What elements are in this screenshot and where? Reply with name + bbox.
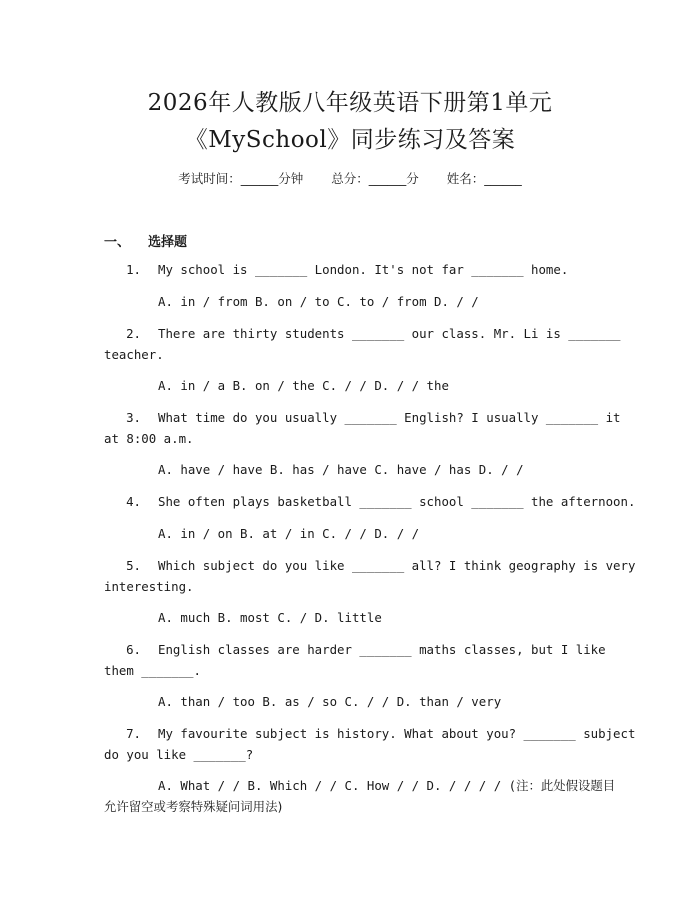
section-title: 选择题 [148,235,188,250]
question-text: Which subject do you like _______ all? I think geography is very [158,558,636,573]
question-options: A. in / a B. on / the C. / / D. / / the [158,378,449,393]
exam-info-row [0,169,700,187]
section-heading [104,231,187,250]
question-options: A. What / / B. Which / / C. How / / D. / / / / (注：此处假设题目 [158,778,616,793]
student-name-field: 姓名：______ [446,171,522,186]
question-options: A. have / have B. has / have C. have / has D. / / [158,462,524,477]
question-text-continued: at 8:00 a.m. [104,431,194,446]
question-number: 1. [126,262,141,277]
question-number: 4. [126,494,141,509]
question-number: 3. [126,410,141,425]
question-text-continued: teacher. [104,347,164,362]
question-text: There are thirty students _______ our class. Mr. Li is _______ [158,326,621,341]
section-number: 一、 [104,235,131,250]
document-title-line-1: 2026年人教版八年级英语下册第1单元 [147,90,553,116]
question-options: A. much B. most C. / D. little [158,610,382,625]
question-number: 5. [126,558,141,573]
question-text: My school is _______ London. It's not far _______ home. [158,262,569,277]
total-score-field: 总分：______分 [331,171,419,186]
document-title-line-2: 《MySchool》同步练习及答案 [184,127,516,153]
question-text: My favourite subject is history. What about you? _______ subject [158,726,636,741]
question-number: 6. [126,642,141,657]
question-options: A. in / from B. on / to C. to / from D. / / [158,294,479,309]
question-text: What time do you usually _______ English? I usually _______ it [158,410,621,425]
question-text-continued: them _______. [104,663,201,678]
question-text-continued: interesting. [104,579,194,594]
question-options-note: 允许留空或考察特殊疑问词用法) [104,799,283,814]
question-number: 7. [126,726,141,741]
question-number: 2. [126,326,141,341]
exam-time-field: 考试时间：______分钟 [178,171,304,186]
question-text-continued: do you like _______? [104,747,254,762]
question-text: She often plays basketball _______ school _______ the afternoon. [158,494,636,509]
question-options: A. in / on B. at / in C. / / D. / / [158,526,420,541]
question-options: A. than / too B. as / so C. / / D. than / very [158,694,502,709]
question-text: English classes are harder _______ maths classes, but I like [158,642,606,657]
